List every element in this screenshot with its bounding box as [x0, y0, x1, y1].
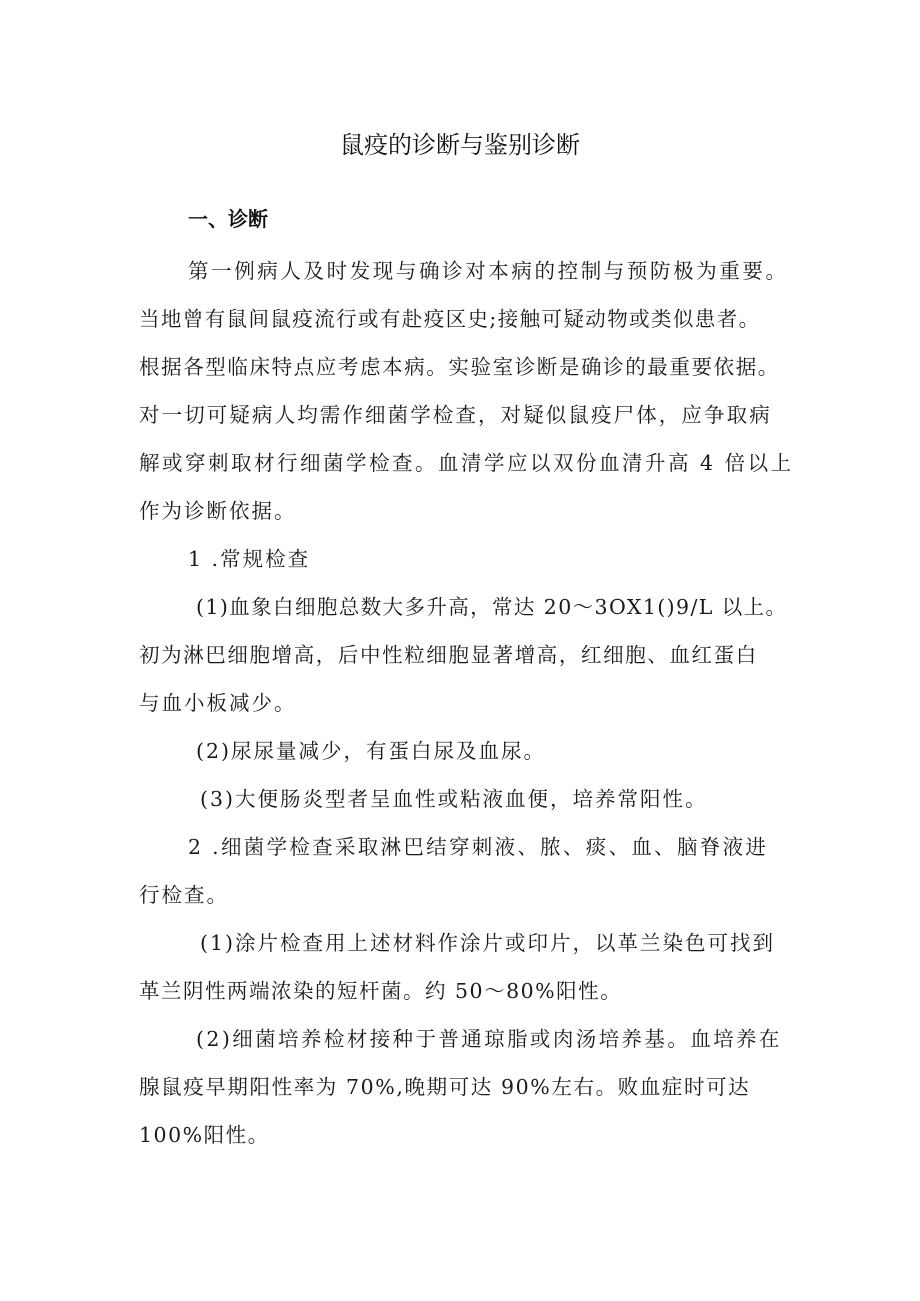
paragraph-line: 对一切可疑病人均需作细菌学检查，对疑似鼠疫尸体，应争取病 [139, 403, 772, 427]
paragraph-line: (1)涂片检查用上述材料作涂片或印片，以革兰染色可找到 [200, 931, 776, 955]
paragraph-line: 根据各型临床特点应考虑本病。实验室诊断是确诊的最重要依据。 [139, 355, 780, 379]
paragraph-line: 腺鼠疫早期阳性率为 70%,晚期可达 90%左右。败血症时可达 [139, 1075, 751, 1099]
paragraph-line: (3)大便肠炎型者呈血性或粘液血便，培养常阳性。 [200, 787, 708, 811]
paragraph-line: 100%阳性。 [139, 1123, 270, 1147]
subsection-heading: 1 .常规检查 [188, 547, 311, 571]
section-heading: 一、诊断 [188, 207, 268, 231]
paragraph-line: 革兰阴性两端浓染的短杆菌。约 50～80%阳性。 [139, 979, 623, 1003]
paragraph-line: 第一例病人及时发现与确诊对本病的控制与预防极为重要。 [188, 259, 789, 283]
paragraph-line: 作为诊断依据。 [139, 499, 297, 523]
paragraph-line: (2)尿尿量减少，有蛋白尿及血尿。 [196, 739, 547, 763]
paragraph-line: 与血小板减少。 [139, 691, 297, 715]
paragraph-line: 当地曾有鼠间鼠疫流行或有赴疫区史;接触可疑动物或类似患者。 [139, 307, 761, 331]
paragraph-line: (2)细菌培养检材接种于普通琼脂或肉汤培养基。血培养在 [196, 1027, 782, 1051]
paragraph-line: (1)血象白细胞总数大多升高，常达 20～3OX1()9/L 以上。 [196, 595, 788, 619]
document-title: 鼠疫的诊断与鉴别诊断 [340, 131, 580, 159]
paragraph-line: 行检查。 [139, 883, 229, 907]
subsection-heading: 2 .细菌学检查采取淋巴结穿刺液、脓、痰、血、脑脊液进 [188, 835, 769, 859]
paragraph-line: 解或穿刺取材行细菌学检查。血清学应以双份血清升高 4 倍以上 [139, 451, 794, 475]
paragraph-line: 初为淋巴细胞增高，后中性粒细胞显著增高，红细胞、血红蛋白 [139, 643, 758, 667]
